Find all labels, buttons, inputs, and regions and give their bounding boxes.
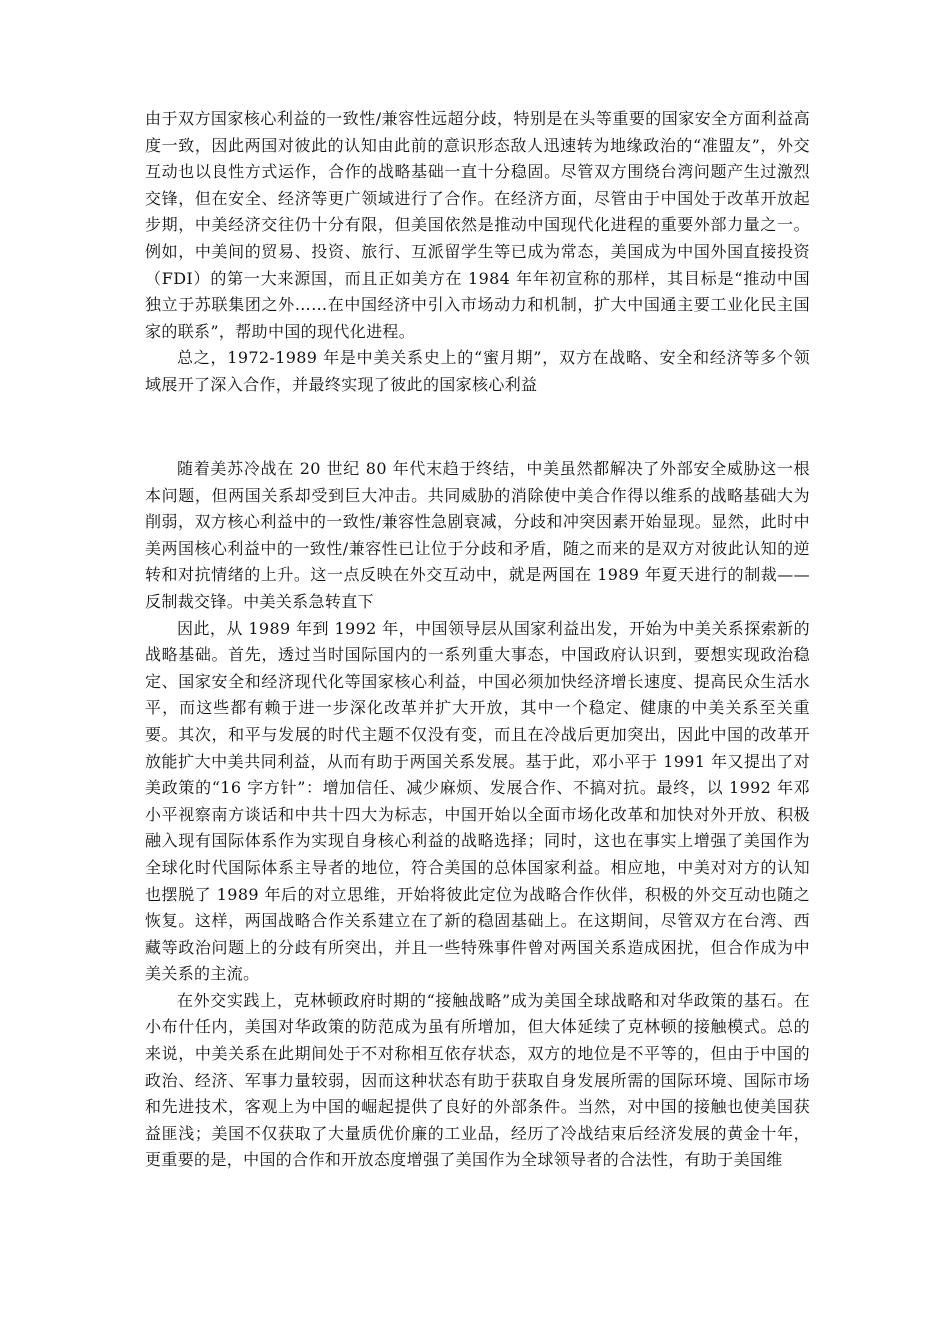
paragraph-section2-1: 随着美苏冷战在 20 世纪 80 年代末趋于终结，中美虽然都解决了外部安全威胁这一根本问题，但两国关系却受到巨大冲击。共同威胁的消除使中美合作得以维系的战略基础大为削弱，双方核心利益中的一致性/兼容性急剧衰减，分歧和冲突因素开始显现。显然，此时中美两国核心利益中的一致性/兼容性已让位于分歧和矛盾，随之而来的是双方对彼此认知的逆转和对抗情绪的上升。这一点反映在外交互动中，就是两国在 1989 年夏天进行的制裁——反制裁交锋。中美关系急转直下 <box>145 459 810 611</box>
paragraph-section2-2: 因此，从 1989 年到 1992 年，中国领导层从国家利益出发，开始为中美关系探索新的战略基础。首先，透过当时国际国内的一系列重大事态，中国政府认识到，要想实现政治稳定、国家安全和经济现代化等国家核心利益，中国必须加快经济增长速度、提高民众生活水平，而这些都有赖于进一步深化改革并扩大开放，其中一个稳定、健康的中美关系至关重要。其次，和平与发展的时代主题不仅没有变，而且在冷战后更加突出，因此中国的改革开放能扩大中美共同利益，从而有助于两国关系发展。基于此，邓小平于 1991 年又提出了对美政策的“16 字方针”：增加信任、减少麻烦、发展合作、不搞对抗。最终，以 1992 年邓小平视察南方谈话和中共十四大为标志，中国开始以全面市场化改革和加快对外开放、积极融入现有国际体系作为实现自身核心利益的战略选择；同时，这也在事实上增强了美国作为全球化时代国际体系主导者的地位，符合美国的总体国家利益。相应地，中美对对方的认知也摆脱了 1989 年后的对立思维，开始将彼此定位为战略合作伙伴，积极的外交互动也随之恢复。这样，两国战略合作关系建立在了新的稳固基础上。在这期间，尽管双方在台湾、西藏等政治问题上的分歧有所突出，并且一些特殊事件曾对两国关系造成困扰，但合作成为中美关系的主流。 <box>145 618 810 984</box>
paragraph-section1-1: 由于双方国家核心利益的一致性/兼容性远超分歧，特别是在头等重要的国家安全方面利益高度一致，因此两国对彼此的认知由此前的意识形态敌人迅速转为地缘政治的“准盟友”，外交互动也以良性方式运作，合作的战略基础一直十分稳固。尽管双方围绕台湾问题产生过激烈交锋，但在安全、经济等更广领域进行了合作。在经济方面，尽管由于中国处于改革开放起步期，中美经济交往仍十分有限，但美国依然是推动中国现代化进程的重要外部力量之一。例如，中美间的贸易、投资、旅行、互派留学生等已成为常态，美国成为中国外国直接投资（FDI）的第一大来源国，而且正如美方在 1984 年年初宣称的那样，其目标是“推动中国独立于苏联集团之外……在中国经济中引入市场动力和机制，扩大中国通主要工业化民主国家的联系”，帮助中国的现代化进程。 <box>145 109 810 341</box>
paragraph-section2-3: 在外交实践上，克林顿政府时期的“接触战略”成为美国全球战略和对华政策的基石。在小布什任内，美国对华政策的防范成为虽有所增加，但大体延续了克林顿的接触模式。总的来说，中美关系在此期间处于不对称相互依存状态，双方的地位是不平等的，但由于中国的政治、经济、军事力量较弱，因而这种状态有助于获取自身发展所需的国际环境、国际市场和先进技术，客观上为中国的崛起提供了良好的外部条件。当然，对中国的接触也使美国获益匪浅；美国不仅获取了大量质优价廉的工业品，经历了冷战结束后经济发展的黄金十年，更重要的是，中国的合作和开放态度增强了美国作为全球领导者的合法性，有助于美国维 <box>145 990 810 1170</box>
section-1 <box>145 106 810 399</box>
section-2 <box>145 456 810 1174</box>
paragraph-section1-2: 总之，1972-1989 年是中美关系史上的“蜜月期”，双方在战略、安全和经济等多个领域展开了深入合作，并最终实现了彼此的国家核心利益 <box>145 348 810 394</box>
